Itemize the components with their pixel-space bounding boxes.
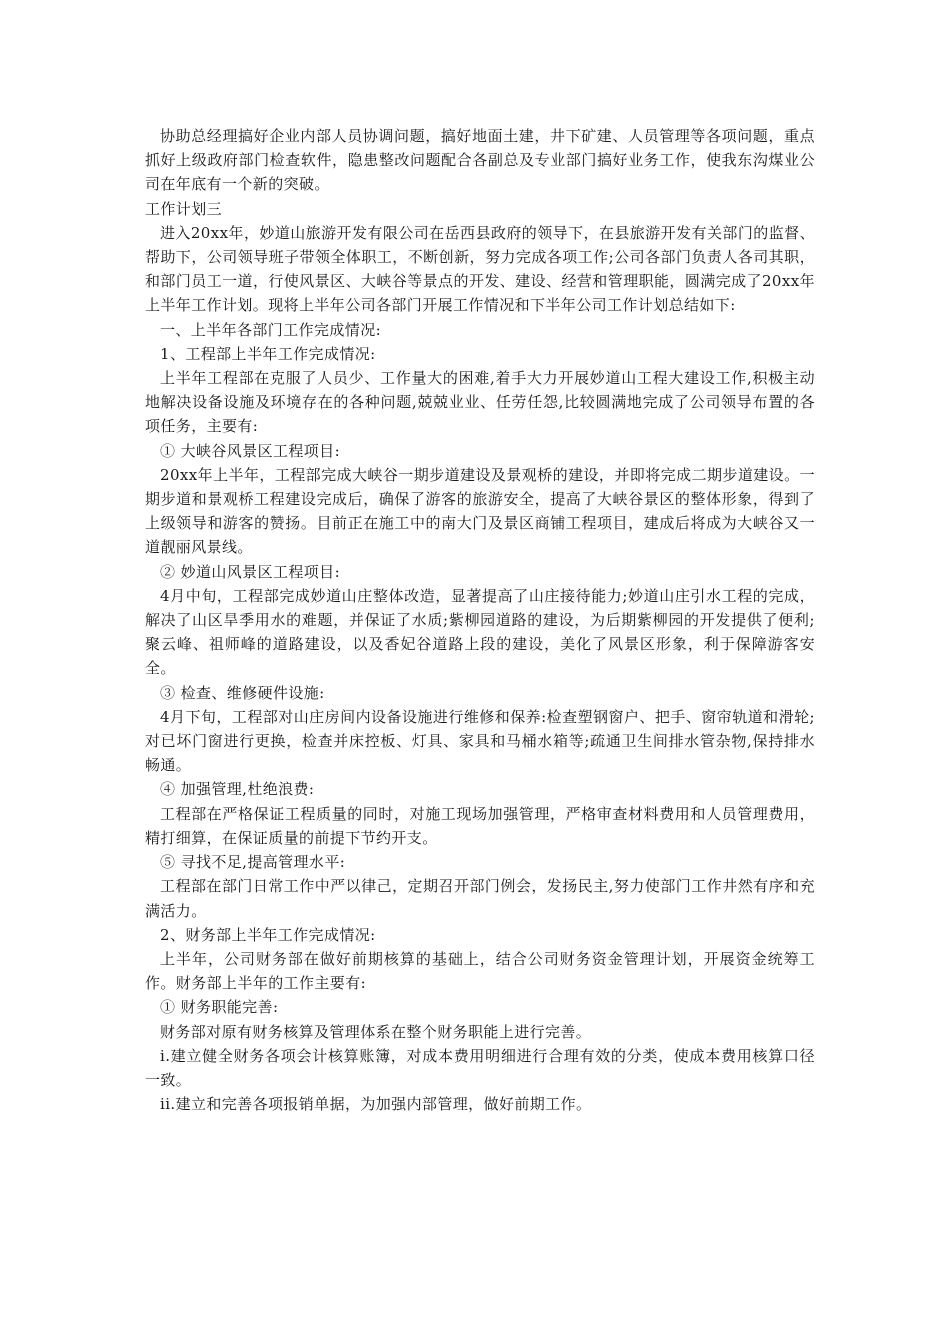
section-heading: 一、上半年各部门工作完成情况: [160, 320, 382, 339]
paragraph: 4月下旬，工程部对山庄房间内设备设施进行维修和保养:检查塑钢窗户、把手、窗帘轨道和滑轮;对已坏门窗进行更换，检查并床控板、灯具、家具和马桶水箱等;疏通卫生间排水管杂物,保持排水畅通。 [145, 707, 815, 775]
paragraph: 进入20xx年，妙道山旅游开发有限公司在岳西县政府的领导下，在县旅游开发有关部门的监督、帮助下，公司领导班子带领全体职工，不断创新，努力完成各项工作;公司各部门负责人各司其职，和部门员工一道，行使风景区、大峡谷等景点的开发、建设、经营和管理职能，圆满完成了20xx年上半年工作计划。现将上半年公司各部门开展工作情况和下半年公司工作计划总结如下: [145, 223, 815, 315]
item-heading: ④ 加强管理,杜绝浪费: [160, 780, 315, 799]
paragraph: 上半年工程部在克服了人员少、工作量大的困难,着手大力开展妙道山工程大建设工作,积极主动地解决设备设施及环境存在的各种问题,兢兢业业、任劳任怨,比较圆满地完成了公司领导布置的各项任务，主要有: [145, 369, 815, 436]
section-heading: 工作计划三 [145, 199, 223, 218]
paragraph: 工程部在严格保证工程质量的同时，对施工现场加强管理，严格审查材料费用和人员管理费用，精打细算，在保证质量的前提下节约开支。 [145, 804, 815, 847]
document-body [145, 124, 815, 1116]
item-heading: ⑤ 寻找不足,提高管理水平: [160, 853, 346, 872]
paragraph: 财务部对原有财务核算及管理体系在整个财务职能上进行完善。 [160, 1022, 592, 1041]
item-heading: ② 妙道山风景区工程项目: [160, 562, 341, 581]
list-item: i.建立健全财务各项会计核算账簿，对成本费用明细进行合理有效的分类，使成本费用核算口径一致。 [145, 1046, 815, 1089]
paragraph: 20xx年上半年，工程部完成大峡谷一期步道建设及景观桥的建设，并即将完成二期步道建设。一期步道和景观桥工程建设完成后，确保了游客的旅游安全，提高了大峡谷景区的整体形象，得到了上级领导和游客的赞扬。目前正在施工中的南大门及景区商铺工程项目，建成后将成为大峡谷又一道靓丽风景线。 [145, 465, 815, 557]
subsection-heading: 1、工程部上半年工作完成情况: [160, 344, 376, 363]
item-heading: ① 大峡谷风景区工程项目: [160, 441, 341, 460]
paragraph: 协助总经理搞好企业内部人员协调问题，搞好地面土建，井下矿建、人员管理等各项问题，重点抓好上级政府部门检查软件，隐患整改问题配合各副总及专业部门搞好业务工作，使我东沟煤业公司在年底有一个新的突破。 [145, 127, 815, 194]
item-heading: ③ 检查、维修硬件设施: [160, 683, 325, 702]
item-heading: ① 财务职能完善: [160, 998, 279, 1017]
paragraph: 4月中旬，工程部完成妙道山庄整体改造，显著提高了山庄接待能力;妙道山庄引水工程的完成，解决了山区旱季用水的难题，并保证了水质;紫柳园道路的建设，为后期紫柳园的开发提供了便利;聚云峰、祖师峰的道路建设，以及香妃谷道路上段的建设，美化了风景区形象，利于保障游客安全。 [145, 586, 815, 678]
paragraph: 上半年，公司财务部在做好前期核算的基础上，结合公司财务资金管理计划，开展资金统筹工作。财务部上半年的工作主要有: [145, 949, 815, 993]
list-item: ii.建立和完善各项报销单据，为加强内部管理，做好前期工作。 [160, 1095, 592, 1114]
paragraph: 工程部在部门日常工作中严以律己，定期召开部门例会，发扬民主,努力使部门工作井然有序和充满活力。 [145, 877, 815, 920]
subsection-heading: 2、财务部上半年工作完成情况: [160, 925, 376, 944]
